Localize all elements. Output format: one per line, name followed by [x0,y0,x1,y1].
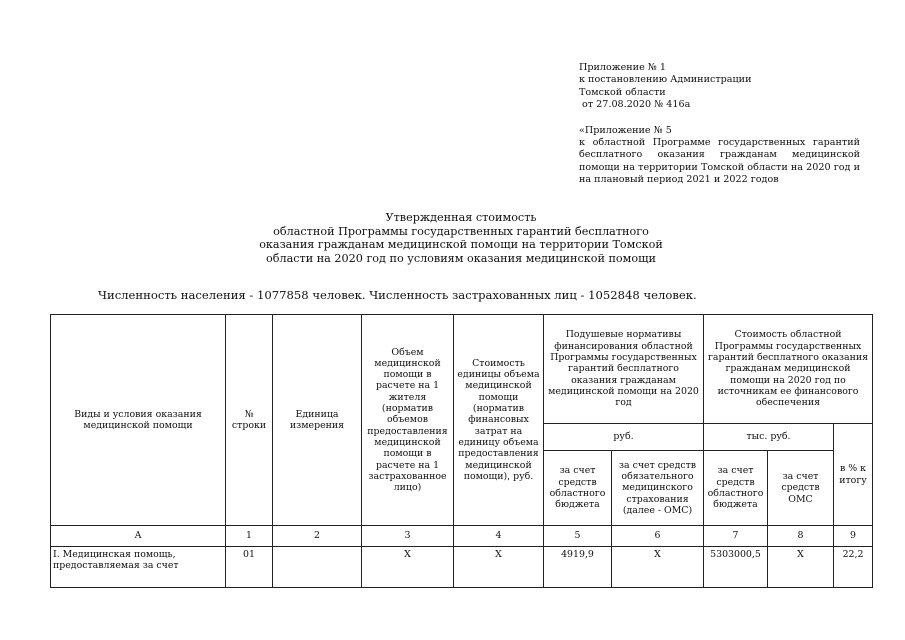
cell-volume: Х [362,547,454,588]
header-percent: в % к итогу [834,424,873,526]
heading-line: Утвержденная стоимость [385,211,537,224]
cost-table [50,314,873,588]
header-row-number: № строки [226,315,273,526]
header-budget: за счет средств областного бюджета [544,451,612,526]
cell-per-capita-budget: 4919,9 [544,547,612,588]
column-index: А [51,526,226,547]
heading-line: оказания гражданам медицинской помощи на территории Томской [259,238,663,252]
appendix-line: Томской области [579,86,666,98]
cell-name: I. Медицинская помощь, предоставляемая за счет [51,547,226,588]
spacer [579,112,860,125]
header-oms: за счет средств ОМС [768,451,834,526]
appendix-ref-title: «Приложение № 5 [579,124,672,136]
heading-line: областной Программы государственных гарантий бесплатного [273,224,649,238]
header-budget-thous: за счет средств областного бюджета [704,451,768,526]
column-index: 8 [768,526,834,547]
header-types: Виды и условия оказания медицинской помощи [51,315,226,526]
column-index: 3 [362,526,454,547]
table-row [51,547,873,588]
appendix-block [579,62,860,187]
cell-cost-oms: Х [768,547,834,588]
header-unit-cost: Стоимость единицы объема медицинской помощи (норматив финансовых затрат на единицу объема предоставления медицинской помощи), руб. [454,315,544,526]
column-index-row [51,526,873,547]
column-index: 7 [704,526,768,547]
header-thous-rub: тыс. руб. [704,424,834,451]
heading-line: области на 2020 год по условиям оказания медицинской помощи [266,251,656,265]
cell-unit [273,547,362,588]
header-unit: Единица измерения [273,315,362,526]
appendix-line: от 27.08.2020 № 416а [579,99,691,111]
cell-unit-cost: Х [454,547,544,588]
column-index: 4 [454,526,544,547]
cell-percent: 22,2 [834,547,873,588]
column-index: 1 [226,526,273,547]
cell-cost-budget: 5303000,5 [704,547,768,588]
appendix-line: Приложение № 1 [579,62,667,73]
column-index: 5 [544,526,612,547]
header-volume: Объем медицинской помощи в расчете на 1 жителя (норматив объемов предоставления медицинской помощи в расчете на 1 застрахованное лицо) [362,315,454,526]
column-index: 2 [273,526,362,547]
header-program-cost: Стоимость областной Программы государственных гарантий бесплатного оказания гражданам медицинской помощи на 2020 год по источникам ее финансового обеспечения [704,315,873,424]
header-per-capita: Подушевые нормативы финансирования областной Программы государственных гарантий бесплатного оказания гражданам медицинской помощи на 2020 год [544,315,704,424]
cell-row-number: 01 [226,547,273,588]
appendix-line: к постановлению Администрации [579,74,752,86]
population-line: Численность населения - 1077858 человек. Численность застрахованных лиц - 1052848 человек. [98,288,697,302]
header-rub: руб. [544,424,704,451]
header-oms-full: за счет средств обязательного медицинского страхования (далее - ОМС) [612,451,704,526]
document-heading [180,211,742,265]
appendix-ref-text: к областной Программе государственных гарантий бесплатного оказания гражданам медицинской помощи на территории Томской области на 2020 год и на плановый период 2021 и 2022 годов [579,137,860,186]
column-index: 6 [612,526,704,547]
column-index: 9 [834,526,873,547]
cell-per-capita-oms: Х [612,547,704,588]
